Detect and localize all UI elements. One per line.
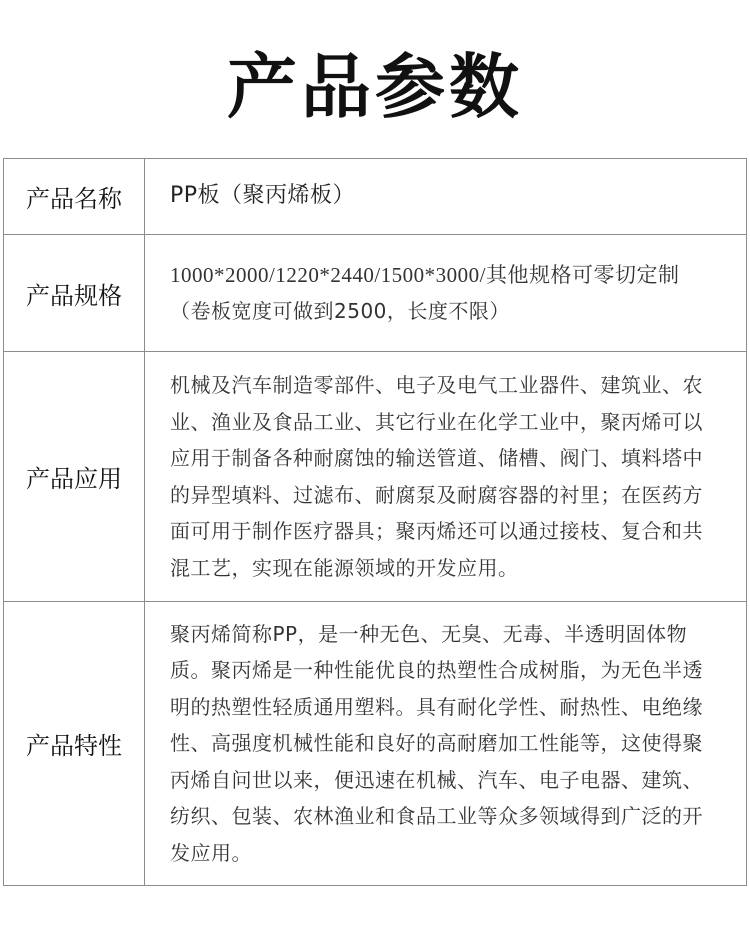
value-line: 聚丙烯简称PP，是一种无色、无臭、无毒、半透明固体物 — [170, 621, 688, 646]
value-line: PP板（聚丙烯板） — [170, 183, 356, 209]
row-label: 产品特性 — [4, 602, 145, 886]
value-line: 纺织、包装、农林渔业和食品工业等众多领域得到广泛的开 — [170, 804, 703, 829]
value-line: 明的热塑性轻质通用塑料。具有耐化学性、耐热性、电绝缘 — [170, 694, 703, 719]
value-line: 的异型填料、过滤布、耐腐泵及耐腐容器的衬里；在医药方 — [170, 482, 703, 507]
value-line: 面可用于制作医疗器具；聚丙烯还可以通过接枝、复合和共 — [170, 519, 703, 543]
value-line: 丙烯自问世以来，便迅速在机械、汽车、电子电器、建筑、 — [170, 767, 703, 792]
row-label: 产品名称 — [4, 159, 145, 235]
value-line: 性、高强度机械性能和良好的高耐磨加工性能等，这使得聚 — [170, 731, 703, 756]
table-row-product-name — [4, 159, 747, 235]
value-line: 1000*2000/1220*2440/1500*3000/其他规格可零切定制 — [170, 262, 680, 287]
row-value — [145, 159, 747, 235]
value-line: 质。聚丙烯是一种性能优良的热塑性合成树脂，为无色半透 — [170, 658, 703, 683]
table-row-product-application — [4, 352, 747, 602]
table-row-product-features — [4, 602, 747, 886]
row-value — [145, 602, 747, 886]
row-label: 产品应用 — [4, 352, 145, 602]
row-value — [145, 352, 747, 602]
value-line: 发应用。 — [170, 840, 252, 865]
value-line: 业、渔业及食品工业、其它行业在化学工业中，聚丙烯可以 — [170, 409, 703, 434]
row-label: 产品规格 — [4, 235, 145, 352]
value-line: 机械及汽车制造零部件、电子及电气工业器件、建筑业、农 — [170, 373, 703, 397]
table-row-product-spec — [4, 235, 747, 352]
value-line: 应用于制备各种耐腐蚀的输送管道、储槽、阀门、填料塔中 — [170, 446, 703, 470]
value-line: （卷板宽度可做到2500，长度不限） — [170, 299, 510, 323]
product-params-table — [3, 158, 747, 886]
page-title: 产品参数 — [227, 46, 523, 128]
value-line: 混工艺，实现在能源领域的开发应用。 — [170, 555, 519, 580]
row-value — [145, 235, 747, 352]
